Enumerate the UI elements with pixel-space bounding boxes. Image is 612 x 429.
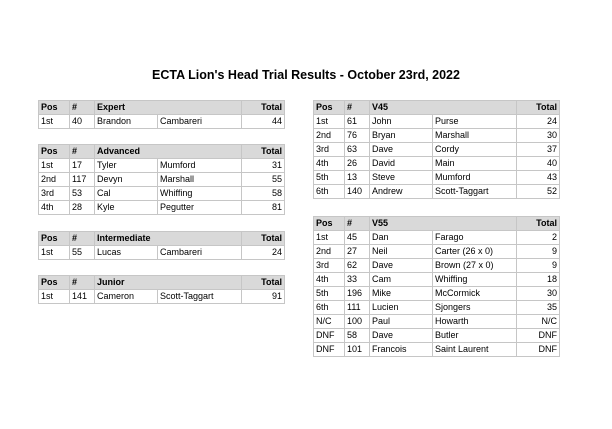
position-cell: 1st: [314, 115, 345, 129]
table-row: [39, 173, 285, 187]
table-row: [39, 246, 285, 260]
last-name-cell: Main: [433, 157, 517, 171]
position-cell: 4th: [314, 157, 345, 171]
rider-number-cell: 140: [345, 185, 370, 199]
total-cell: 18: [517, 273, 560, 287]
last-name-cell: Howarth: [433, 315, 517, 329]
header-pos: Pos: [39, 101, 70, 115]
last-name-cell: McCormick: [433, 287, 517, 301]
results-table-intermediate: [38, 231, 285, 260]
class-name: Intermediate: [95, 232, 242, 246]
class-name: V55: [370, 217, 517, 231]
table-header-row: [39, 276, 285, 290]
first-name-cell: Dan: [370, 231, 433, 245]
last-name-cell: Carter (26 x 0): [433, 245, 517, 259]
rider-number-cell: 45: [345, 231, 370, 245]
position-cell: 2nd: [314, 245, 345, 259]
position-cell: 3rd: [314, 259, 345, 273]
first-name-cell: Lucien: [370, 301, 433, 315]
first-name-cell: Lucas: [95, 246, 158, 260]
header-number: #: [70, 101, 95, 115]
total-cell: DNF: [517, 343, 560, 357]
last-name-cell: Mumford: [433, 171, 517, 185]
last-name-cell: Whiffing: [158, 187, 242, 201]
table-header-row: [39, 101, 285, 115]
position-cell: 1st: [39, 159, 70, 173]
table-row: [39, 201, 285, 215]
table-row: [314, 315, 560, 329]
first-name-cell: Andrew: [370, 185, 433, 199]
first-name-cell: Steve: [370, 171, 433, 185]
table-header-row: [314, 101, 560, 115]
rider-number-cell: 58: [345, 329, 370, 343]
position-cell: 2nd: [314, 129, 345, 143]
first-name-cell: Dave: [370, 143, 433, 157]
class-name: Advanced: [95, 145, 242, 159]
first-name-cell: Bryan: [370, 129, 433, 143]
header-total: Total: [517, 101, 560, 115]
position-cell: 2nd: [39, 173, 70, 187]
total-cell: 91: [242, 290, 285, 304]
last-name-cell: Brown (27 x 0): [433, 259, 517, 273]
total-cell: 55: [242, 173, 285, 187]
table-row: [314, 171, 560, 185]
table-row: [314, 301, 560, 315]
position-cell: 5th: [314, 287, 345, 301]
last-name-cell: Cordy: [433, 143, 517, 157]
first-name-cell: Cam: [370, 273, 433, 287]
class-name: Expert: [95, 101, 242, 115]
header-number: #: [70, 145, 95, 159]
last-name-cell: Marshall: [158, 173, 242, 187]
first-name-cell: Francois: [370, 343, 433, 357]
total-cell: N/C: [517, 315, 560, 329]
rider-number-cell: 101: [345, 343, 370, 357]
total-cell: 9: [517, 259, 560, 273]
table-row: [314, 157, 560, 171]
total-cell: 35: [517, 301, 560, 315]
first-name-cell: Dave: [370, 329, 433, 343]
total-cell: DNF: [517, 329, 560, 343]
rider-number-cell: 196: [345, 287, 370, 301]
total-cell: 44: [242, 115, 285, 129]
total-cell: 40: [517, 157, 560, 171]
header-pos: Pos: [314, 217, 345, 231]
table-row: [314, 343, 560, 357]
position-cell: 1st: [314, 231, 345, 245]
last-name-cell: Scott-Taggart: [433, 185, 517, 199]
first-name-cell: Dave: [370, 259, 433, 273]
rider-number-cell: 111: [345, 301, 370, 315]
last-name-cell: Scott-Taggart: [158, 290, 242, 304]
position-cell: 1st: [39, 246, 70, 260]
rider-number-cell: 27: [345, 245, 370, 259]
rider-number-cell: 17: [70, 159, 95, 173]
last-name-cell: Cambareri: [158, 246, 242, 260]
table-row: [314, 129, 560, 143]
first-name-cell: Neil: [370, 245, 433, 259]
rider-number-cell: 40: [70, 115, 95, 129]
last-name-cell: Marshall: [433, 129, 517, 143]
header-number: #: [345, 101, 370, 115]
header-total: Total: [242, 232, 285, 246]
page-title: ECTA Lion's Head Trial Results - October 23rd, 2022: [152, 68, 460, 82]
first-name-cell: Paul: [370, 315, 433, 329]
first-name-cell: Cal: [95, 187, 158, 201]
first-name-cell: Devyn: [95, 173, 158, 187]
table-row: [314, 259, 560, 273]
first-name-cell: Kyle: [95, 201, 158, 215]
first-name-cell: Cameron: [95, 290, 158, 304]
rider-number-cell: 33: [345, 273, 370, 287]
rider-number-cell: 62: [345, 259, 370, 273]
position-cell: 4th: [39, 201, 70, 215]
last-name-cell: Saint Laurent: [433, 343, 517, 357]
table-row: [314, 329, 560, 343]
last-name-cell: Pegutter: [158, 201, 242, 215]
header-pos: Pos: [39, 276, 70, 290]
total-cell: 2: [517, 231, 560, 245]
results-table-advanced: [38, 144, 285, 215]
total-cell: 30: [517, 129, 560, 143]
total-cell: 43: [517, 171, 560, 185]
first-name-cell: Brandon: [95, 115, 158, 129]
header-number: #: [70, 232, 95, 246]
results-table-v55: [313, 216, 560, 357]
total-cell: 24: [242, 246, 285, 260]
position-cell: DNF: [314, 329, 345, 343]
rider-number-cell: 28: [70, 201, 95, 215]
last-name-cell: Cambareri: [158, 115, 242, 129]
header-number: #: [70, 276, 95, 290]
header-pos: Pos: [39, 145, 70, 159]
total-cell: 9: [517, 245, 560, 259]
position-cell: 3rd: [314, 143, 345, 157]
header-total: Total: [242, 101, 285, 115]
total-cell: 37: [517, 143, 560, 157]
rider-number-cell: 13: [345, 171, 370, 185]
rider-number-cell: 76: [345, 129, 370, 143]
rider-number-cell: 117: [70, 173, 95, 187]
first-name-cell: John: [370, 115, 433, 129]
rider-number-cell: 141: [70, 290, 95, 304]
total-cell: 81: [242, 201, 285, 215]
header-total: Total: [242, 145, 285, 159]
header-pos: Pos: [39, 232, 70, 246]
last-name-cell: Butler: [433, 329, 517, 343]
results-table-expert: [38, 100, 285, 129]
total-cell: 31: [242, 159, 285, 173]
header-total: Total: [517, 217, 560, 231]
position-cell: 1st: [39, 290, 70, 304]
table-row: [39, 115, 285, 129]
class-name: V45: [370, 101, 517, 115]
total-cell: 58: [242, 187, 285, 201]
first-name-cell: David: [370, 157, 433, 171]
table-row: [314, 115, 560, 129]
table-row: [314, 185, 560, 199]
total-cell: 24: [517, 115, 560, 129]
rider-number-cell: 63: [345, 143, 370, 157]
table-row: [314, 245, 560, 259]
last-name-cell: Purse: [433, 115, 517, 129]
table-header-row: [314, 217, 560, 231]
position-cell: DNF: [314, 343, 345, 357]
first-name-cell: Tyler: [95, 159, 158, 173]
rider-number-cell: 26: [345, 157, 370, 171]
rider-number-cell: 100: [345, 315, 370, 329]
table-header-row: [39, 232, 285, 246]
table-header-row: [39, 145, 285, 159]
rider-number-cell: 55: [70, 246, 95, 260]
table-row: [39, 159, 285, 173]
table-row: [314, 231, 560, 245]
table-row: [39, 187, 285, 201]
table-row: [314, 287, 560, 301]
total-cell: 52: [517, 185, 560, 199]
position-cell: 5th: [314, 171, 345, 185]
results-table-v45: [313, 100, 560, 199]
total-cell: 30: [517, 287, 560, 301]
results-table-junior: [38, 275, 285, 304]
header-number: #: [345, 217, 370, 231]
last-name-cell: Whiffing: [433, 273, 517, 287]
header-pos: Pos: [314, 101, 345, 115]
last-name-cell: Sjongers: [433, 301, 517, 315]
rider-number-cell: 61: [345, 115, 370, 129]
position-cell: 6th: [314, 185, 345, 199]
table-row: [39, 290, 285, 304]
position-cell: N/C: [314, 315, 345, 329]
position-cell: 6th: [314, 301, 345, 315]
position-cell: 3rd: [39, 187, 70, 201]
table-row: [314, 143, 560, 157]
position-cell: 4th: [314, 273, 345, 287]
class-name: Junior: [95, 276, 242, 290]
header-total: Total: [242, 276, 285, 290]
last-name-cell: Mumford: [158, 159, 242, 173]
last-name-cell: Farago: [433, 231, 517, 245]
rider-number-cell: 53: [70, 187, 95, 201]
table-row: [314, 273, 560, 287]
first-name-cell: Mike: [370, 287, 433, 301]
position-cell: 1st: [39, 115, 70, 129]
